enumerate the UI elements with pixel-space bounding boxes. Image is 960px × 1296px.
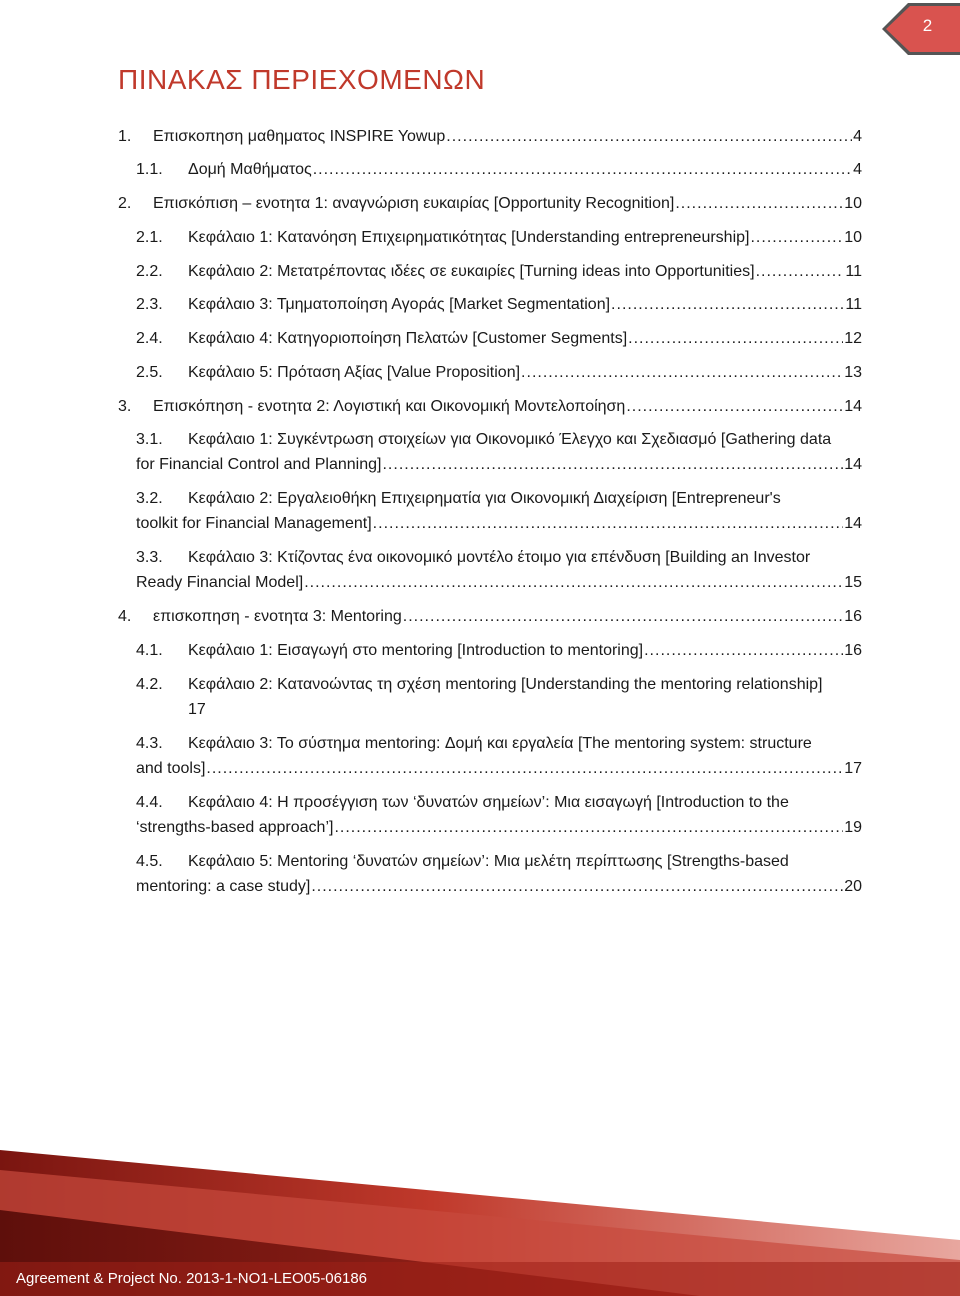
toc-entry-text: επισκοπηση - ενοτητα 3: Mentoring <box>153 608 402 625</box>
toc-entry-text: Δομή Μαθήματος <box>188 161 312 178</box>
toc-entry-page: 14 <box>844 515 862 532</box>
toc-entry-text: Επισκοπηση μαθηματος INSPIRE Yowup <box>153 128 446 145</box>
toc-entry-continuation: toolkit for Financial Management] <box>136 515 372 532</box>
toc-entry-text: Κεφάλαιο 1: Κατανόηση Επιχειρηματικότητας [Understanding entrepreneurship] <box>188 229 750 246</box>
toc-entry-number: 4.3. <box>136 735 163 752</box>
toc-entry-page: 4 <box>853 161 862 178</box>
toc-entry-page: 17 <box>188 701 206 718</box>
toc-entry-continuation: for Financial Control and Planning] <box>136 456 382 473</box>
dot-leader <box>756 259 845 284</box>
toc-entry-text: Κεφάλαιο 3: Κτίζοντας ένα οικονομικό μοντέλο έτοιμο για επένδυση [Building an Investor <box>188 549 811 566</box>
toc-entry-continuation: ‘strengths-based approach’] <box>136 819 334 836</box>
toc-entry-number: 3. <box>118 398 132 415</box>
toc-entry-number: 4.1. <box>136 642 163 659</box>
toc-entry-page: 17 <box>844 760 862 777</box>
toc-entry-number: 2.3. <box>136 296 163 313</box>
toc-entry-text: Κεφάλαιο 1: Εισαγωγή στο mentoring [Introduction to mentoring] <box>188 642 644 659</box>
page-number: 2 <box>922 16 933 35</box>
toc-entry-page: 20 <box>844 878 862 895</box>
toc-entry-number: 1.1. <box>136 161 163 178</box>
toc-entry-page: 11 <box>845 263 862 280</box>
dot-leader <box>628 326 843 351</box>
dot-leader <box>373 511 844 536</box>
toc-entry-page: 14 <box>844 398 862 415</box>
toc-entry-continuation: Ready Financial Model] <box>136 574 304 591</box>
toc-entry-text: Κεφάλαιο 2: Κατανοώντας τη σχέση mentoring [Understanding the mentoring relationship] <box>188 676 823 693</box>
toc-entry-text: Κεφάλαιο 2: Μετατρέποντας ιδέες σε ευκαιρίες [Turning ideas into Opportunities] <box>188 263 755 280</box>
toc-entry-page: 19 <box>844 819 862 836</box>
toc-entry-number: 2.2. <box>136 263 163 280</box>
dot-leader <box>206 756 843 781</box>
toc-entry-page: 4 <box>853 128 862 145</box>
dot-leader <box>304 570 843 595</box>
toc-entry-number: 1. <box>118 128 132 145</box>
toc-entry-number: 3.2. <box>136 490 163 507</box>
toc-entry-continuation: and tools] <box>136 760 206 777</box>
dot-leader <box>644 638 843 663</box>
dot-leader <box>750 225 843 250</box>
toc-entry-text: Επισκόπηση - ενοτητα 2: Λογιστική και Οικονομική Μοντελοποίηση <box>153 398 626 415</box>
toc-entry-text: Κεφάλαιο 2: Εργαλειοθήκη Επιχειρηματία για Οικονομική Διαχείριση [Entrepreneur's <box>188 490 781 507</box>
toc-entry-number: 3.3. <box>136 549 163 566</box>
toc-entry-text: Κεφάλαιο 3: Το σύστημα mentoring: Δομή και εργαλεία [The mentoring system: structure <box>188 735 812 752</box>
toc-entry-number: 3.1. <box>136 431 163 448</box>
toc-entry-text: Κεφάλαιο 5: Mentoring ‘δυνατών σημείων’: Μια μελέτη περίπτωσης [Strengths-based <box>188 853 789 870</box>
dot-leader <box>311 874 843 899</box>
toc-entry-number: 4. <box>118 608 132 625</box>
dot-leader <box>382 452 843 477</box>
toc-entry-number: 4.2. <box>136 676 163 693</box>
dot-leader <box>313 157 852 182</box>
toc-entry-page: 10 <box>844 229 862 246</box>
dot-leader <box>403 604 843 629</box>
toc-entry-text: Κεφάλαιο 1: Συγκέντρωση στοιχείων για Οικονομικό Έλεγχο και Σχεδιασμό [Gathering data <box>188 431 832 448</box>
toc-entry-page: 15 <box>844 574 862 591</box>
dot-leader <box>446 124 852 149</box>
toc-entry-continuation: mentoring: a case study] <box>136 878 311 895</box>
toc-entry-page: 14 <box>844 456 862 473</box>
dot-leader <box>675 191 843 216</box>
dot-leader <box>521 360 843 385</box>
toc-entry-page: 10 <box>844 195 862 212</box>
toc-entry-text: Επισκόπιση – ενοτητα 1: αναγνώριση ευκαιρίας [Opportunity Recognition] <box>153 195 675 212</box>
toc-entry-number: 2. <box>118 195 132 212</box>
toc-entry-page: 11 <box>845 296 862 313</box>
toc-entry-page: 16 <box>844 642 862 659</box>
toc-entry-page: 12 <box>844 330 862 347</box>
dot-leader <box>611 292 844 317</box>
toc-entry-page: 13 <box>844 364 862 381</box>
toc-entry-text: Κεφάλαιο 3: Τμηματοποίηση Αγοράς [Market Segmentation] <box>188 296 611 313</box>
toc-title: ΠΙΝΑΚΑΣ ΠΕΡΙΕΧΟΜΕΝΩΝ <box>118 64 486 95</box>
toc-entry-number: 4.5. <box>136 853 163 870</box>
toc-entry-text: Κεφάλαιο 4: Κατηγοριοποίηση Πελατών [Customer Segments] <box>188 330 628 347</box>
dot-leader <box>334 815 843 840</box>
toc-entry-number: 2.5. <box>136 364 163 381</box>
toc-entry-number: 2.1. <box>136 229 163 246</box>
toc-entry-number: 4.4. <box>136 794 163 811</box>
dot-leader <box>626 394 843 419</box>
toc-entry-text: Κεφάλαιο 5: Πρόταση Αξίας [Value Proposition] <box>188 364 521 381</box>
toc-entry-number: 2.4. <box>136 330 163 347</box>
toc-entry-page: 16 <box>844 608 862 625</box>
toc-entry-text: Κεφάλαιο 4: Η προσέγγιση των ‘δυνατών σημείων’: Μια εισαγωγή [Introduction to the <box>188 794 789 811</box>
footer-agreement-text: Agreement & Project No. 2013-1-NO1-LEO05-06186 <box>16 1270 368 1287</box>
